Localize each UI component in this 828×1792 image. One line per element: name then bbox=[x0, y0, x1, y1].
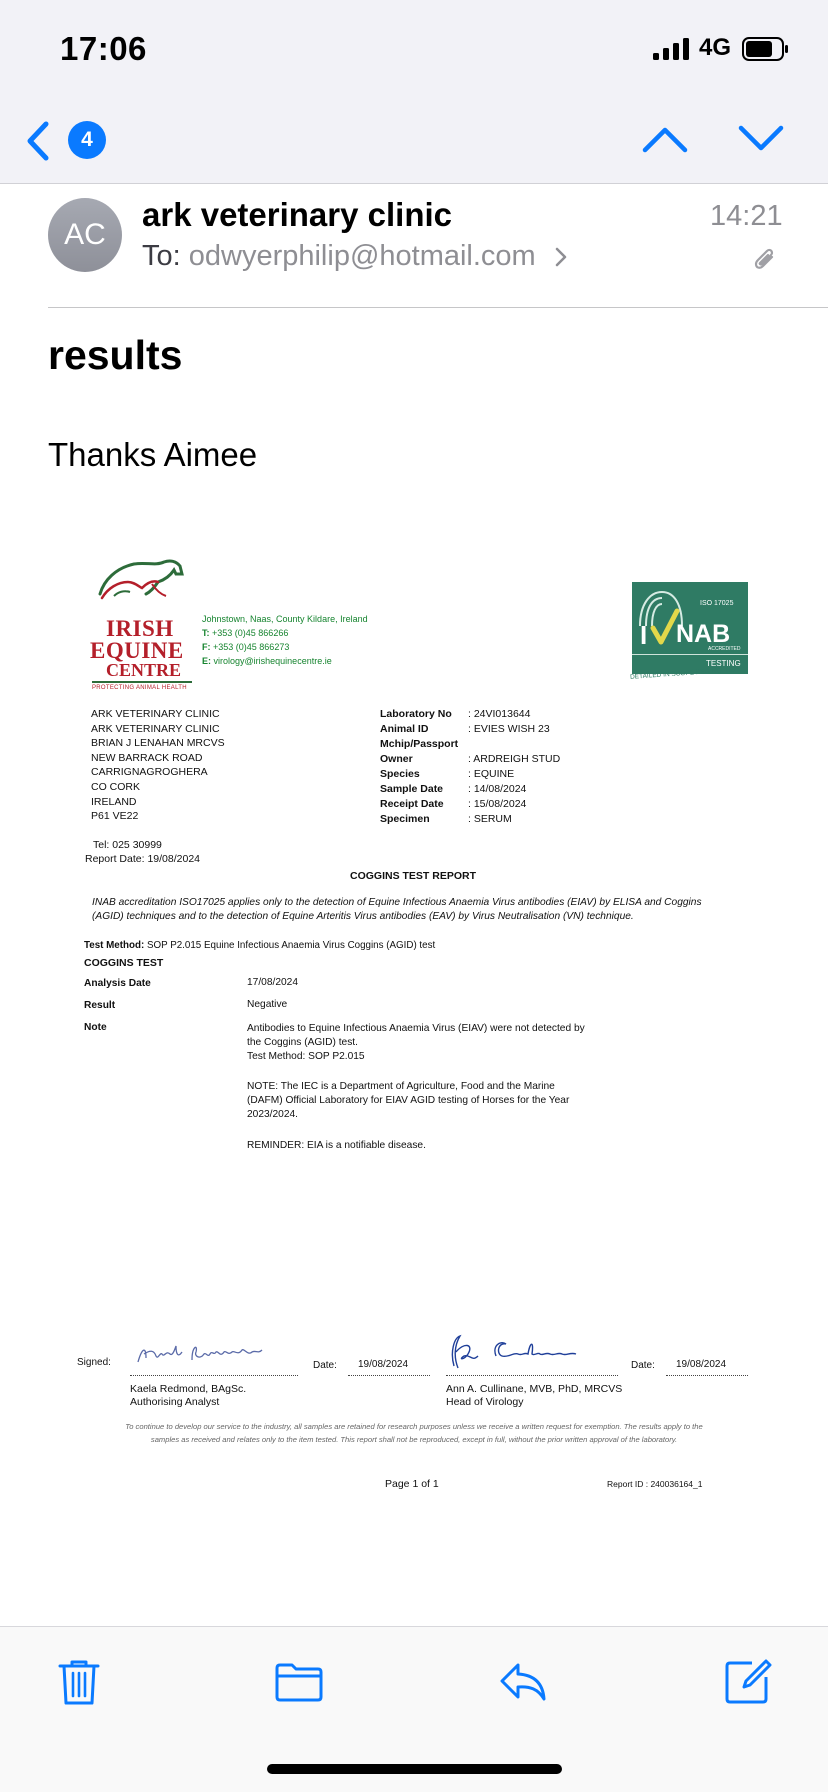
lab-fax: +353 (0)45 866273 bbox=[213, 642, 290, 652]
chevron-up-icon[interactable] bbox=[640, 122, 690, 156]
email-label: E: bbox=[202, 656, 211, 666]
home-indicator[interactable] bbox=[267, 1764, 562, 1774]
report-title: COGGINS TEST REPORT bbox=[350, 870, 477, 882]
note-text: Antibodies to Equine Infectious Anaemia Virus (EIAV) were not detected by the Coggins (AGID) test. Test Method: SOP P2.015 bbox=[247, 1023, 585, 1062]
report-id: Report ID : 240036164_1 bbox=[607, 1479, 703, 1489]
email-subject: results bbox=[48, 332, 183, 378]
trash-icon[interactable] bbox=[54, 1657, 104, 1707]
clinic-tel-block bbox=[85, 838, 200, 866]
logo-centre-text: CENTRE bbox=[106, 660, 182, 680]
field-label: Receipt Date bbox=[380, 798, 444, 810]
field-label: Animal ID bbox=[380, 723, 429, 735]
analysis-date-label: Analysis Date bbox=[84, 978, 151, 989]
field-value: : SERUM bbox=[468, 813, 512, 825]
logo-equine-text: EQUINE bbox=[90, 638, 184, 663]
field-label: Specimen bbox=[380, 813, 430, 825]
address-line: P61 VE22 bbox=[91, 810, 139, 823]
note-dafm: NOTE: The IEC is a Department of Agriculture, Food and the Marine (DAFM) Official Laboratory for EIAV AGID testing of Horses for the Year 2023/2024. bbox=[247, 1081, 570, 1120]
analyst-date: 19/08/2024 bbox=[358, 1359, 409, 1370]
mail-time: 14:21 bbox=[710, 200, 783, 232]
head-name: Ann A. Cullinane, MVB, PhD, MRCVS bbox=[446, 1383, 623, 1395]
analyst-signature bbox=[134, 1338, 268, 1372]
logo-tagline: PROTECTING ANIMAL HEALTH bbox=[92, 685, 187, 691]
address-line: IRELAND bbox=[91, 795, 137, 808]
email-body-text: Thanks Aimee bbox=[48, 436, 258, 473]
inab-scope: DETAILED IN SCOPE REG NO. 151T bbox=[629, 666, 741, 681]
lab-field-values bbox=[468, 707, 560, 827]
lab-field-labels bbox=[380, 707, 458, 827]
logo-underline bbox=[92, 681, 192, 683]
report-date: Report Date: 19/08/2024 bbox=[85, 853, 200, 865]
inab-i: I bbox=[640, 620, 648, 650]
inab-nab: NAB bbox=[676, 620, 731, 648]
address-line: NEW BARRACK ROAD bbox=[91, 751, 203, 764]
address-line: CO CORK bbox=[91, 780, 141, 793]
test-method-value: SOP P2.015 Equine Infectious Anaemia Virus Coggins (AGID) test bbox=[146, 940, 436, 951]
recipient-row[interactable] bbox=[142, 240, 568, 273]
analyst-block bbox=[130, 1383, 246, 1409]
head-block bbox=[446, 1383, 622, 1409]
analyst-name: Kaela Redmond, BAgSc. bbox=[130, 1383, 247, 1395]
header-divider bbox=[48, 307, 828, 308]
result-value: Negative bbox=[247, 999, 288, 1010]
field-label: Mchip/Passport bbox=[380, 738, 459, 750]
status-time: 17:06 bbox=[60, 30, 147, 67]
analyst-date-label: Date: bbox=[313, 1360, 337, 1371]
inab-testing: TESTING bbox=[706, 659, 741, 668]
signal-icon bbox=[652, 37, 692, 61]
field-value: : 15/08/2024 bbox=[468, 798, 527, 810]
head-signature-line bbox=[446, 1375, 618, 1376]
inab-accreditation-badge bbox=[632, 582, 748, 674]
page-number: Page 1 of 1 bbox=[385, 1478, 439, 1490]
section-heading: COGGINS TEST bbox=[84, 957, 164, 969]
network-type: 4G bbox=[699, 34, 732, 61]
chevron-right-icon[interactable] bbox=[554, 246, 568, 268]
recipient-address[interactable]: odwyerphilip@hotmail.com bbox=[188, 240, 536, 272]
folder-icon[interactable] bbox=[274, 1657, 324, 1707]
lab-email: virology@irishequinecentre.ie bbox=[213, 656, 332, 666]
compose-icon[interactable] bbox=[722, 1657, 772, 1707]
address-line: ARK VETERINARY CLINIC bbox=[91, 708, 220, 720]
head-date: 19/08/2024 bbox=[676, 1359, 727, 1370]
clinic-tel: Tel: 025 30999 bbox=[93, 839, 162, 851]
inab-accredited: ACCREDITED bbox=[708, 646, 741, 652]
report-disclaimer: To continue to develop our service to the industry, all samples are retained for research purposes unless we receive a written request for exemption. The results apply to the samples as received and relates only to the item tested. This report shall not be reproduced, except in full, without the prior written approval of the laboratory. bbox=[125, 1422, 703, 1444]
reply-icon[interactable] bbox=[498, 1657, 548, 1707]
head-date-label: Date: bbox=[631, 1360, 655, 1371]
horse-logo-icon bbox=[94, 554, 188, 608]
note-label: Note bbox=[84, 1022, 107, 1033]
to-label: To: bbox=[142, 240, 181, 272]
paperclip-icon bbox=[752, 244, 778, 274]
note-reminder: REMINDER: EIA is a notifiable disease. bbox=[247, 1140, 426, 1151]
head-date-line bbox=[666, 1375, 748, 1376]
back-chevron-icon[interactable] bbox=[22, 118, 56, 164]
lab-contact bbox=[202, 612, 368, 668]
analyst-signature-line bbox=[130, 1375, 298, 1376]
unread-count-badge[interactable]: 4 bbox=[68, 121, 106, 159]
head-role: Head of Virology bbox=[446, 1396, 524, 1408]
fax-label: F: bbox=[202, 642, 211, 652]
field-value: : ARDREIGH STUD bbox=[468, 753, 561, 765]
test-method bbox=[84, 940, 435, 951]
field-value: : EQUINE bbox=[468, 768, 515, 780]
sender-avatar[interactable]: AC bbox=[48, 198, 122, 272]
field-value: : EVIES WISH 23 bbox=[468, 723, 550, 735]
inab-accreditation-note: INAB accreditation ISO17025 applies only to the detection of Equine Infectious Anaemia Virus antibodies (EIAV) by ELISA and Coggins (AGID) techniques and to the detection of Equine Arteritis Virus antibodies (EAV) by Virus Neutralisation (VN) technique. bbox=[92, 897, 702, 922]
field-value: : 14/08/2024 bbox=[468, 783, 527, 795]
address-line: CARRIGNAGROGHERA bbox=[91, 766, 208, 779]
lab-tel: +353 (0)45 866266 bbox=[212, 628, 289, 638]
field-label: Laboratory No bbox=[380, 708, 452, 720]
logo-irish-text: IRISH bbox=[106, 616, 174, 641]
field-value: : 24VI013644 bbox=[468, 708, 531, 720]
battery-icon bbox=[742, 37, 790, 61]
lab-address: Johnstown, Naas, County Kildare, Ireland bbox=[202, 614, 368, 624]
tel-label: T: bbox=[202, 628, 210, 638]
analyst-date-line bbox=[348, 1375, 430, 1376]
field-label: Sample Date bbox=[380, 783, 444, 795]
sender-name[interactable]: ark veterinary clinic bbox=[142, 196, 453, 233]
coggins-report-attachment[interactable] bbox=[0, 520, 828, 1620]
test-method-label: Test Method: bbox=[84, 940, 145, 951]
inab-iso: ISO 17025 bbox=[700, 600, 734, 607]
field-label: Owner bbox=[380, 753, 413, 765]
client-address bbox=[91, 707, 225, 824]
field-label: Species bbox=[380, 768, 420, 780]
address-line: BRIAN J LENAHAN MRCVS bbox=[91, 737, 225, 750]
address-line: ARK VETERINARY CLINIC bbox=[91, 722, 220, 735]
analyst-role: Authorising Analyst bbox=[130, 1396, 220, 1408]
top-bar bbox=[0, 0, 828, 184]
signed-label: Signed: bbox=[77, 1357, 111, 1368]
result-label: Result bbox=[84, 1000, 116, 1011]
head-signature bbox=[444, 1332, 620, 1374]
analysis-date-value: 17/08/2024 bbox=[247, 977, 298, 988]
chevron-down-icon[interactable] bbox=[736, 122, 786, 156]
